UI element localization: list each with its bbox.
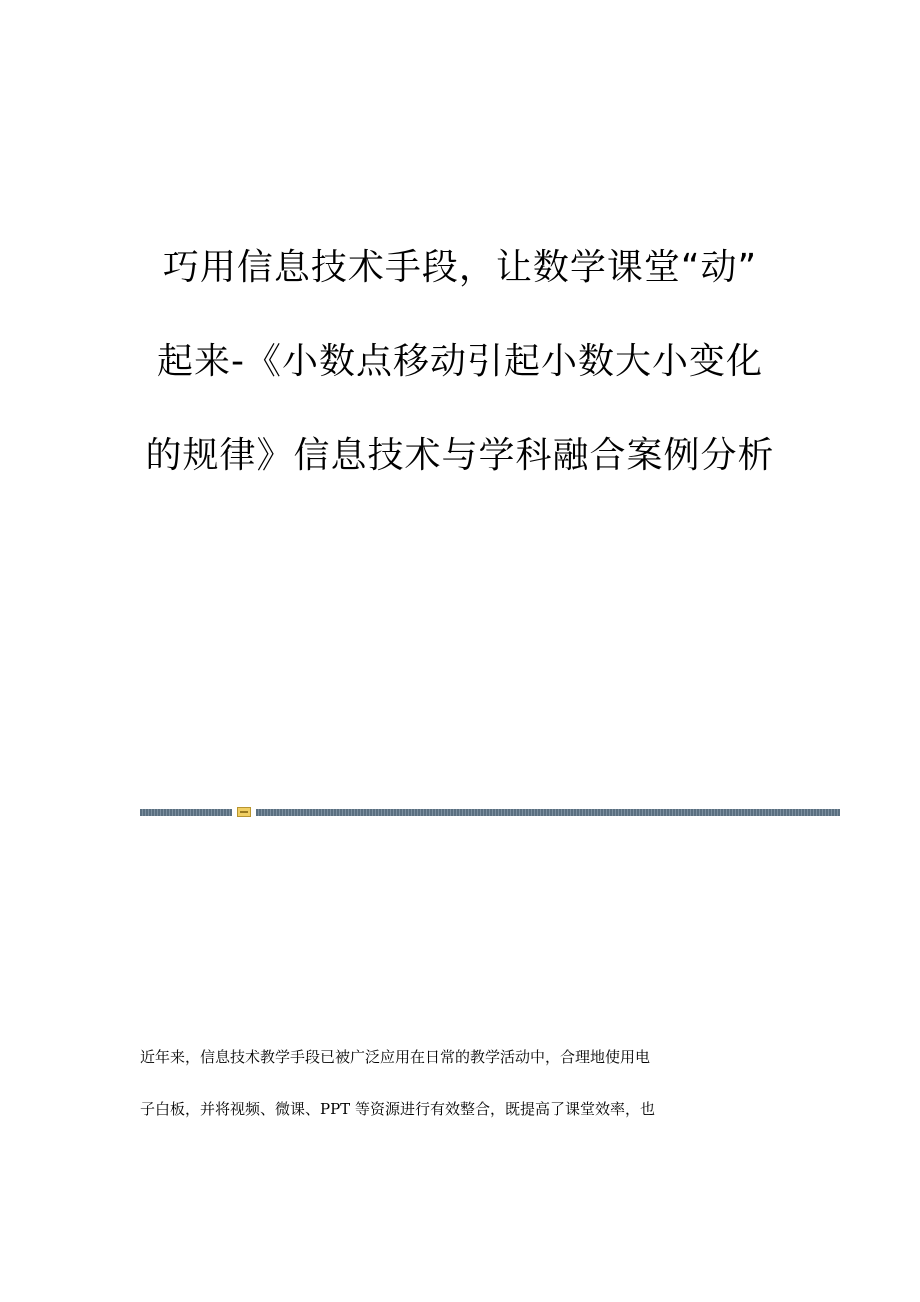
divider-bar-right	[256, 809, 840, 816]
divider-ornament-icon	[237, 807, 251, 817]
document-title	[120, 244, 800, 480]
title-line-2: 起来-《小数点移动引起小数大小变化	[157, 341, 763, 382]
body-paragraph	[140, 1046, 790, 1150]
divider-bar-left	[140, 809, 232, 816]
title-line-3: 的规律》信息技术与学科融合案例分析	[145, 435, 775, 476]
body-line-1: 近年来，信息技术教学手段已被广泛应用在日常的教学活动中，合理地使用电	[140, 1048, 651, 1066]
title-line-1: 巧用信息技术手段，让数学课堂“动”	[162, 247, 758, 288]
body-line-2: 子白板，并将视频、微课、PPT 等资源进行有效整合，既提高了课堂效率，也	[140, 1100, 655, 1118]
section-divider	[140, 806, 840, 818]
